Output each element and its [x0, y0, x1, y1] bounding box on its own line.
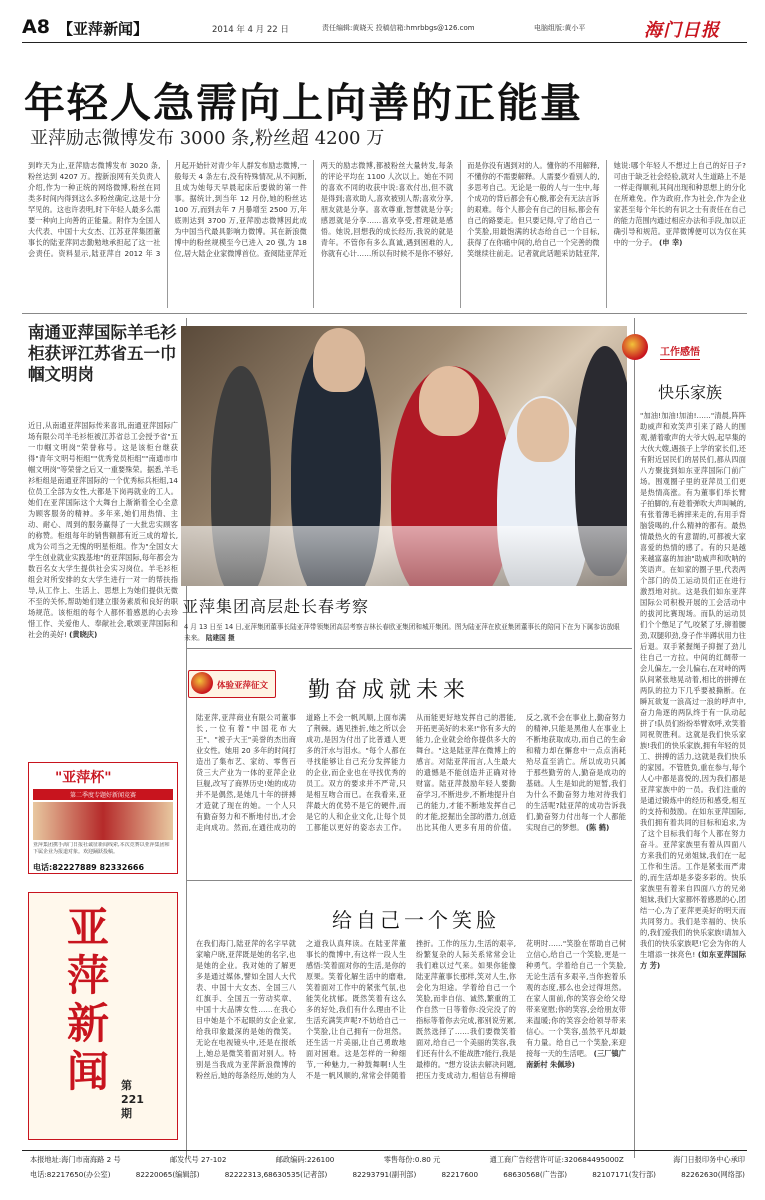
paper-logo: 海门日报 [644, 20, 720, 41]
masthead-title: 亚萍新闻 [61, 905, 110, 1097]
right-story-text: "加油!加油!加油!……"清晨,阵阵助威声和欢笑声引来了路人的围观,循着歌声的大爷大妈,起早集的大伙大嫂,遇孩子上学的家长们,还有附近居民们的居民们,都从四面八方聚拢到如东亚萍国际门前广场。围观圈子里的亚萍员工们更是热情高涨。有为董事们举长臂子拍脚的,有趁着弹吹大声叫喊的,有张着薄毛裤摔来走的,有用手背脑袋喝的,什么精神的都有。最热情最热火的有意谓的,可都被大家喜爱的热情的感了。有的只是越来越富嘉的加油"助威声和吹呐的笑语声。在如家的圈子里,代表两个部门的员工运动员们正在进行激烈地对抗。这是我们如东亚萍国际公司积极开展的工会活动中的拔河比赛现场。而队的运动员们个个憋足了气,咬紧了牙,铆着腰劲,双腿卯劲,身子作半蹲状用力往后退。双手紧握绳子抑握了劲儿往自己一方拉。中间的红绸带一会儿偏左,一会儿偏右,在对峙的两队间紧张地晃动着,相比的拼搏在两队的拉力下几乎要被撕断。在瞬瓦欲复一浪高过一浪的呼声中,奋力角逐的两队终于有一队动起拼了!队员们纷纷举臂欢呼,欢笑着同祝贺胜利。这就是我们快乐家族!我们的快乐家族,拥有年轻的员工、拼搏的活力,这就是我们快乐的家园。不管胜负,重在参与,每个人心中都是喜悦的,因为我们都是亚萍家族中的一员。我们注重的是通过锻炼中的经历和感受,相互的支持和鼓励。在如东亚萍国际,我们拥有着共同的目标和追求,为了这个目标我们每个人都在努力奋斗。亚萍家族里有着从四面八方来我们的兄弟姐妹,我们在一起工作和生活。工作是紧张而严肃的,而生活却是多姿多彩的。快乐家族里有着来自四面八方的兄弟姐妹,我们大家都怀着感恩的心,团结一心,为了亚萍更美好的明天而共同努力。我们是幸福的、快乐的,我们爱我们的快乐家族!请加入我们的快乐家族吧!它会为你的人生增添一抹亮色! [640, 411, 746, 959]
layout-editor: 电脑组版:黄小平 [534, 24, 586, 32]
left-story-body [28, 420, 178, 752]
page-header [22, 14, 747, 42]
footer-postal-code: 邮发代号 27-102 [169, 1155, 227, 1164]
photo-caption-text [184, 622, 622, 644]
contest-ad-image [33, 802, 173, 840]
photo-caption-body: 4 月 13 日至 14 日,亚萍集团董事长陆亚萍带领集团高层考察吉林长春欧亚集团和城开集团。图为陆亚萍在欧亚集团董事长的陪同下在为下属参访放眼未来。 [184, 623, 620, 642]
essay1-headline: 勤奋成就未来 [308, 678, 471, 703]
lead-byline: (申 幸) [659, 238, 683, 247]
footer-rule [22, 1150, 747, 1151]
essay2-text: 在我们海门,陆亚萍的名字早就家喻户晓,亚萍既是她的名字,也是她的企业。我对她的了解更多是通过媒体,譬如全国人大代表、中国十大女杰、全国三八红旗手、全国五一劳动奖章、中国十大品牌女性……在我心目中她是个不起眼的女企业家,给我印象最深的是她的微笑。无论在电视镜头中,还是在报纸上,她总是微笑着面对别人。特别是当我成为亚萍新浪微博的粉丝后,她的每条经历,她的为人之道我认真拜读。在陆亚萍董事长的微博中,有这样一段人生感悟:笑着面对你的生活,是你的原果。笑着化解生活中的磨难,笑着面对工作中的紧张气氛,也能笑化扰郁。既然笑着有这么多的好处,我们有什么理由不让生活充满笑声呢?不妨给自己一个笑脸,让自己拥有一份坦然。还生活一片美丽,让自己勇敢地面对困难。这是怎样的一种细节,一种魅力,一种鼓舞啊!人生不是一帆风顺的,常常会伴随着挫折。工作的压力,生活的艰辛,纷繁复杂的人际关系常常会让我们难以过气来。如果你能像陆亚萍董事长那样,笑对人生,你会化为坦途。学着给自己一个笑脸,而非自信、诚然,繁重的工作自然一日等着你:没完没了的指标等着你去完成,都别说劳累,既然选择了……我们要微笑着面对,给自己一个美丽的笑容,我们还有什么不能战胜?能行,我是最棒的。"想方设法去解决问题,把压力变成动力,相信总有柳暗花明时……"笑脸在帮助自己树立信心,给自己一个笑脸,更是一种勇气。学着给自己一个笑脸,无论生活有多艰辛,当你抱着乐观的态度,那么也会过得坦然。在家人面前,你的笑容会给父母带来宽慰;你的笑容,会给朋友带来温暖;你的笑容会给领导带来信心。一个笑容,虽然平凡却最有力量。给自己一个笑脸,来迎接每一天的生活吧。 [196, 939, 626, 1080]
contest-ad-subtitle: 第二季度专题好新闻竞赛 [33, 789, 173, 800]
section-name: 【亚萍新闻】 [58, 20, 149, 38]
essay2-body [196, 938, 626, 1142]
event-photo [181, 326, 627, 586]
issue-date: 2014 年 4 月 22 日 [212, 25, 289, 35]
essay1-column-name: 体验亚萍征文 [217, 681, 269, 691]
photo-credit: 陆建国 摄 [205, 634, 235, 642]
essay1-text: 陆亚萍,亚萍商业有限公司董事长,一位有着"中国花布大王"、"被子大王"美誉的杰出商业女性。她用 20 多年的时间打造出了集布艺、家纺、零售百货三大产业为一体的亚萍企业巨舰,改写了商界历史!她的成功并不是偶然,是她几十年的拼搏才造就了现在的她。一个人只有勤奋努力和不断地付出,才会走向成功。然而,在通往成功的道路上不会一帆风顺,上面布满了荆棘。遇见挫折,她之所以会成功,是因为付出了比普通人更多的汗水与泪水。"每个人都在寻找能够让自己充分发挥能力的企业,而企业也在寻找优秀的员工。双方的要求并不严苛,只是相互吻合而已。在我看来,亚萍最大的优势不是它的硬件,而是它的人和企业文化,让每个员工都能以更好的姿态去工作。从而能更好地发挥自己的潜能,开拓更美好的未来!"你有多大的能力,企业就会给你提供多大的舞台。"这是陆亚萍在微博上的感言。对陆亚萍而言,人生最大的遗憾是不能创造并正确对待财富。陆亚萍鼓励年轻人要勤奋学习,不断进步,不断地提升自己的能力,才能不断地发挥自己的才能,挖掘出全部的潜力,创造出比其他人更多有用的价值。反之,就不会在事业上,勤奋努力的精神,只能是黑他人在事业上不断地获取成功,而自己的生命和精力却在懈怠中一点点消耗殆尽直至消亡。所以成功只属于那些勤劳的人,勤奋是成功的基础。人生是如此的短暂,我们为什么不勤奋努力地对待我们的生活呢?陆亚萍的成功告诉我们,勤奋努力付出每一个人都能实现自己的梦想。 [196, 713, 626, 832]
page-number: A8 [22, 16, 50, 38]
footer-phone-ad-2: 68630568(广告部) [503, 1170, 568, 1179]
right-column-tag [622, 334, 726, 364]
contest-ad-body: 亚萍集团携手海门日报社诚征新闻线索,本次竞赛以亚萍集团和下属企业为报道对象。欢迎踊跃投稿。 [33, 842, 170, 855]
contest-ad [28, 762, 178, 874]
right-column-name: 工作感悟 [660, 343, 700, 360]
footer-line-2 [30, 1170, 745, 1180]
masthead-issue: 第221期 [121, 1079, 144, 1120]
special-masthead [28, 892, 178, 1140]
photo-caption-title: 亚萍集团高层赴长春考察 [182, 597, 370, 616]
lead-subhead: 亚萍励志微博发布 3000 条,粉丝超 4200 万 [30, 128, 385, 149]
footer-printer: 海门日报印务中心承印 [673, 1155, 745, 1164]
left-story-headline: 南通亚萍国际羊毛衫柜获评江苏省五一巾帼文明岗 [28, 323, 177, 384]
left-story-text: 近日,从南通亚萍国际传来喜讯,南通亚萍国际广场有限公司羊毛衫柜被江苏省总工会授予省"五一巾帼文明岗"荣誉称号。这是该柜台继获得"青年文明号柜组""优秀党员柜组""南通市巾帼文明岗"等荣誉之后又一重要殊荣。据悉,羊毛衫柜组是南通亚萍国际的一个优秀标兵柜组,14位员工全部为女性,大都是下岗再就业的工人。她们在亚萍国际这个大舞台上渐渐着全心全意为顾客服务的精神。多年来,她们用热情、主动、耐心、周到的服务赢得了一大批忠实顾客的称赞。柜组每年的销售额都有近三成的增长,成为公司当之无愧的明星柜组。作为"全国女大学生创业就业实践基地"的亚萍国际,每年都会为数百名女大学生提供社会实习岗位。羊毛衫柜组会对所安排的女大学生进行一对一的帮扶指导,从工作上、生活上、思想上为她们提供无微不至的关怀,帮助她们建立服务素质和良好的职场规范。该柜组的每个人都怀着感恩的心去珍惜工作、关爱他人、奉献社会,歌颂亚萍国际和社会的美好! [28, 421, 178, 639]
footer-phone-web: 82262630(网络部) [681, 1170, 745, 1179]
footer-phone-supplement: 82293791(副刊部) [352, 1170, 417, 1179]
left-story-byline: (黄晓庆) [69, 630, 98, 639]
footer-phone-office: 电话:82217650(办公室) [30, 1170, 111, 1179]
editor-info: 责任编辑:黄晓天 投稿信箱:hmrbbgs@126.com [322, 24, 475, 32]
right-column-rule [634, 318, 635, 1158]
essay1-body [196, 712, 626, 864]
essay2-headline: 给自己一个笑脸 [332, 908, 500, 932]
right-story-byline: (如东亚萍国际 方 芳) [640, 950, 746, 970]
footer-line-1 [30, 1155, 745, 1165]
essay1-bottom-rule [186, 880, 632, 881]
right-story-body [640, 410, 746, 1140]
footer-phone-ad-1: 82217600 [441, 1170, 479, 1179]
footer-phone-editorial: 82220065(编辑部) [135, 1170, 200, 1179]
lead-body [28, 160, 746, 308]
footer-address: 本报地址:海门市南海路 2 号 [30, 1155, 121, 1164]
column-emblem-icon-2 [622, 334, 648, 360]
footer-phone-distribution: 82107171(发行部) [592, 1170, 656, 1179]
contest-ad-phone: 电话:82227889 82332666 [33, 863, 145, 872]
footer-price: 零售每份:0.80 元 [383, 1155, 441, 1164]
photo-bottom-rule [186, 648, 632, 649]
column-emblem-icon [191, 672, 213, 694]
essay1-column-tag [188, 670, 276, 698]
footer-license: 通工商广告经营许可证:320684495000Z [489, 1155, 624, 1164]
lead-bottom-rule [22, 313, 747, 314]
lead-headline: 年轻人急需向上向善的正能量 [24, 79, 583, 127]
header-rule [22, 42, 747, 43]
right-story-headline: 快乐家族 [658, 383, 723, 402]
essay1-byline: (陈 鹤) [585, 823, 610, 832]
essay2-byline: (三厂镇广南新村 朱佩珍) [526, 1049, 626, 1069]
lead-body-text: 到昨天为止,亚萍励志微博发布 3020 条,粉丝达到 4207 万。搜新浪网有关负责人介绍,作为一种正统的网络微博,粉丝在同类多时间内得到这么多粉丝确定,这是十分罕见的。这也许表明,时下年轻人最多么需要一种向上向善的正能量。附作为全国人大代表、中国十大女杰、江苏亚萍集团董事长的陆亚萍同志勤勉地承担起了这一社会责任。资料显示,陆亚萍自 2012 年 3 月起开始针对青少年人群发布励志微博,一般每天 4 条左右,没有特殊情况,从不间断,且成为她每天早晨起床后要做的第一件事。据统计,到当年 12 月份,她的粉丝达 100 万,而到去年 7 月暴增至 2500 万,年底则达到 3700 万,亚萍励志微博因此成为中国当代最具影响力微博。其在新浪微博中的粉丝规模至今已进入 20 强,为 18 位,居大陆企业家微博首位。查阅陆亚萍近两天的励志微博,都被粉丝大量转发,每条的评论平均在 1100 人次以上。她在不同的喜欢不同的收获中说:喜欢付出,但不就是得到;喜欢助人,喜欢被别人帮;喜欢分享,朋友就是分享。喜欢尊重,智慧就是分享;感恩就是分享……喜欢享受,哲理就是感悟。她说,回想我的成长经历,我说的就是青年。不管你有多么真诚,遇到困难的人,你就有心计……所以有时候不是你不够好,而是你没有遇到对的人。懂你的不用解释,不懂你的不需要解释。人需要少看别人的,多思考自己。无论是一般的人与一生中,每个成功的背后都会有心酸,都会有无法言诉的艰难。每个人都会有自己的目标,都会有自己的路要走。但只要记得,守了给自己一个笑脸,用最饱满的状态给自己一个目标,获得了在你痛中间的,给自己一个完善的微笑继续往前走。记者就此话题采访陆亚萍,她说:哪个年轻人不想过上自己的好日子?可由于缺乏社会经验,就对人生道路上不是一样走得顺利,其间出现和种思想上的分化在所难免。作为政府,作为社会,作为企业家甚至每个年长的有识之士有责任在自己的能力范围内通过相应办法和手段,加以正确引导和规范。亚萍微博便可以为仅在其中的一分子。 [28, 161, 746, 258]
footer-phone-reporters: 82222313,68630535(记者部) [224, 1170, 328, 1179]
footer-zip: 邮政编码:226100 [275, 1155, 335, 1164]
contest-ad-title: "亚萍杯" [55, 770, 112, 786]
